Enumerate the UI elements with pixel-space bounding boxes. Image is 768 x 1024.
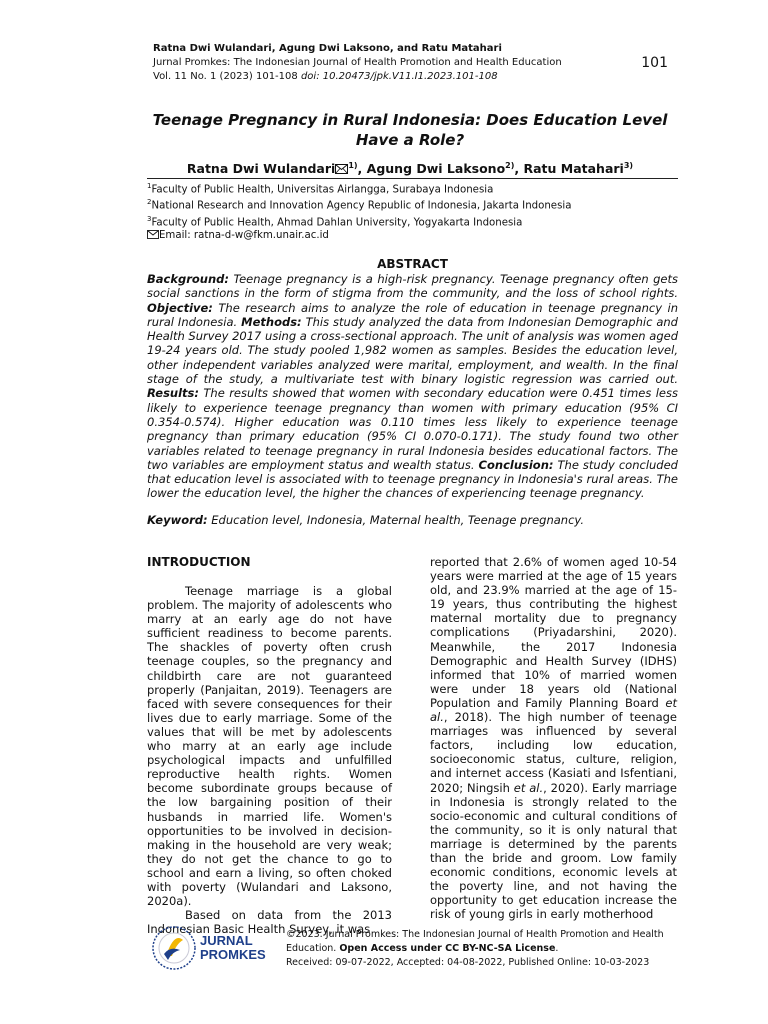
journal-logo (150, 924, 280, 972)
affiliation-1: $^1$Faculty of Public Health, Universitas Airlangga, Surabaya Indonesia (147, 182, 494, 196)
email-address: Email: ratna-d-w@fkm.unair.ac.id (159, 230, 329, 242)
intro-paragraph-1: Teenage marriage is a global problem. The majority of adolescents who marry at an early age do not have sufficient readiness to become parents. The shackles of poverty often crush teenage couples, so the pregnancy and childbirth care are not guaranteed properly (Panjaitan, 2019). Teenagers are faced with severe consequences for their lives due to early marriage. Some of the values that will be met by adolescents who marry at an early age include psychological impacts and unfulfilled reproductive health rights. Women become subordinate groups because of the low bargaining position of their husbands in married life. Women's opportunities to be involved in decision-making in the household are very weak; they do not get the chance to go to school and earn a living, so often choked with poverty (Wulandari and Laksono, 2020a). (147, 584, 392, 909)
keywords (147, 513, 678, 527)
footer-copyright: ©2023. Jurnal Promkes: The Indonesian Journal of Health Promotion and Health (286, 929, 664, 940)
keyword-label: Keyword: (147, 513, 208, 527)
intro-paragraph-3: reported that 2.6% of women aged 10-54 years were married at the age of 15 years old, and 23.9% married at the age of 15-19 years, thus contributing the highest maternal mortality due to pregnancy complications (Priyadarshini, 2020). Meanwhile, the 2017 Indonesia Demographic and Health Survey (IDHS) informed that 10% of married women were under 18 years old (National Population and Family Planning Board et al., 2018). The high number of teenage marriages was influenced by several factors, including low education, socioeconomic status, culture, religion, and internet access (Kasiati and Isfentiani, 2020; Ningsih et al., 2020). Early marriage in Indonesia is strongly related to the socio-economic and cultural conditions of the community, so it is only natural that marriage is determined by the parents than the bride and groom. Low family economic conditions, economic levels at the poverty line, and not having the opportunity to get education increase the risk of young girls in early motherhood (430, 555, 677, 922)
footer-license (286, 928, 664, 970)
body-column-right (430, 555, 677, 921)
email-line (147, 229, 571, 242)
author-line (140, 161, 680, 176)
mail-icon (147, 230, 159, 241)
mail-icon (335, 161, 348, 176)
logo-wordmark: JURNAL PROMKES (200, 933, 266, 962)
author-2-sup: 2) (505, 161, 515, 170)
page-number: 101 (641, 55, 668, 71)
header-doi: doi: 10.20473/jpk.V11.I1.2023.101-108 (300, 71, 498, 82)
header-authors: Ratna Dwi Wulandari, Agung Dwi Laksono, and Ratu Matahari (153, 43, 502, 54)
header-volume: Vol. 11 No. 1 (2023) 101-108 (153, 71, 298, 82)
author-1: Ratna Dwi Wulandari (186, 161, 336, 177)
paper-title: Teenage Pregnancy in Rural Indonesia: Does Education Level Have a Role? (152, 111, 668, 149)
intro-paragraph-2: Based on data from the 2013 Indonesian Basic Health Survey, it was (147, 908, 392, 937)
logo-emblem-icon (150, 924, 198, 972)
author-divider (147, 178, 678, 179)
body-column-left (147, 584, 392, 936)
footer-license-line: Education. Open Access under CC BY-NC-SA License. (286, 943, 559, 954)
keyword-list: Education level, Indonesia, Maternal health, Teenage pregnancy. (207, 513, 584, 527)
affiliation-2: $^2$National Research and Innovation Agency Republic of Indonesia, Jakarta Indonesia (147, 198, 572, 212)
footer-dates: Received: 09-07-2022, Accepted: 04-08-2022, Published Online: 10-03-2023 (286, 957, 650, 968)
header-journal: Jurnal Promkes: The Indonesian Journal of Health Promotion and Health Education (153, 57, 562, 68)
author-3-sup: 3) (623, 161, 634, 170)
abstract-heading: ABSTRACT (377, 257, 448, 271)
introduction-heading: INTRODUCTION (147, 555, 251, 569)
author-1-sup: 1) (348, 161, 358, 170)
affiliation-3: $^3$Faculty of Public Health, Ahmad Dahlan University, Yogyakarta Indonesia (147, 214, 523, 229)
author-2: , Agung Dwi Laksono (357, 161, 506, 177)
running-header (153, 42, 562, 84)
header-volume-line (153, 70, 562, 84)
affiliations (147, 180, 571, 242)
abstract-body: Background: Teenage pregnancy is a high-risk pregnancy. Teenage pregnancy often gets social sanctions in the form of stigma from the community, and the loss of school rights. Objective: The research aims to analyze the role of education in teenage pregnancy in rural Indonesia. Methods: This study analyzed the data from Indonesian Demographic and Health Survey 2017 using a cross-sectional approach. The unit of analysis was women aged 19-24 years old. The study pooled 1,982 women as samples. Besides the education level, other independent variables analyzed were marital, employment, and wealth. In the final stage of the study, a multivariate test with binary logistic regression was carried out. Results: The results showed that women with secondary education were 0.451 times less likely to experience teenage pregnancy than women with primary education (95% CI 0.354-0.574). Higher education was 0.110 times less likely to experience teenage pregnancy than primary education (95% CI 0.070-0.171). The study found two other variables related to teenage pregnancy in rural Indonesia besides educational factors. The two variables are employment status and wealth status. Conclusion: The study concluded that education level is associated with to teenage pregnancy in Indonesia's rural areas. The lower the education level, the higher the chances of experiencing teenage pregnancy. (147, 272, 678, 501)
license-text: Open Access under CC BY-NC-SA License (339, 943, 556, 954)
author-3: , Ratu Matahari (514, 161, 624, 177)
